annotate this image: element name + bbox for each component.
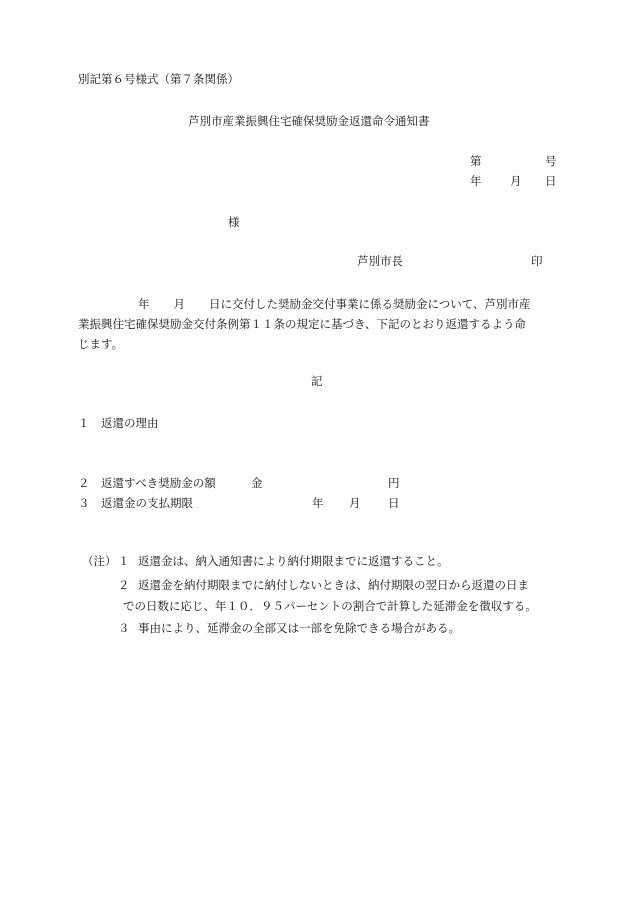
addressee-suffix: 様 [228, 215, 240, 229]
issuer-name: 芦別市長 [357, 254, 403, 268]
body-line-1 [78, 294, 558, 314]
item-2-label: 返還すべき奨励金の額 [101, 476, 216, 490]
note-1-text: 返還金は、納入通知書により納付期限までに返還すること。 [138, 554, 449, 568]
notes-marker: （注） [82, 554, 117, 568]
item-3-number: ３ [78, 496, 90, 510]
doc-number-dai: 第 [470, 154, 482, 168]
note-2-text-2: での日数に応じ、年１０．９５パーセントの割合で計算した延滞金を徴収する。 [123, 599, 537, 613]
body-paragraph [78, 294, 558, 354]
date-day: 日 [545, 174, 557, 188]
item-3-year: 年 [312, 496, 324, 510]
body-line-3: じます。 [78, 337, 124, 351]
item-3-day: 日 [388, 496, 400, 510]
ki-heading: 記 [311, 374, 323, 388]
item-3-month: 月 [349, 496, 361, 510]
note-2-text-1: 返還金を納付期限までに納付しないときは、納付期限の翌日から返還の日ま [138, 578, 529, 592]
body-year: 年 [138, 297, 150, 311]
doc-number-go: 号 [545, 154, 557, 168]
note-3-number: ３ [118, 621, 130, 635]
note-2-number: ２ [118, 578, 130, 592]
note-3-text: 事由により、延滞金の全部又は一部を免除できる場合がある。 [138, 621, 460, 635]
item-1-label: 返還の理由 [101, 416, 159, 430]
item-2-kin: 金 [251, 476, 263, 490]
item-1-number: １ [78, 416, 90, 430]
issuer-seal: 印 [531, 254, 543, 268]
note-1-number: １ [118, 554, 130, 568]
date-month: 月 [510, 174, 522, 188]
document-title: 芦別市産業振興住宅確保奨励金返還命令通知書 [188, 114, 430, 128]
date-year: 年 [470, 174, 482, 188]
form-label: 別記第６号様式（第７条関係） [78, 72, 239, 86]
body-line-1-rest: 日に交付した奨励金交付事業に係る奨励金について、芦別市産 [209, 297, 531, 311]
body-line-2: 業振興住宅確保奨励金交付条例第１１条の規定に基づき、下記のとおり返還するよう命 [78, 317, 527, 331]
item-2-yen: 円 [388, 476, 400, 490]
body-month: 月 [173, 297, 185, 311]
item-3-label: 返還金の支払期限 [101, 496, 193, 510]
item-2-number: ２ [78, 476, 90, 490]
